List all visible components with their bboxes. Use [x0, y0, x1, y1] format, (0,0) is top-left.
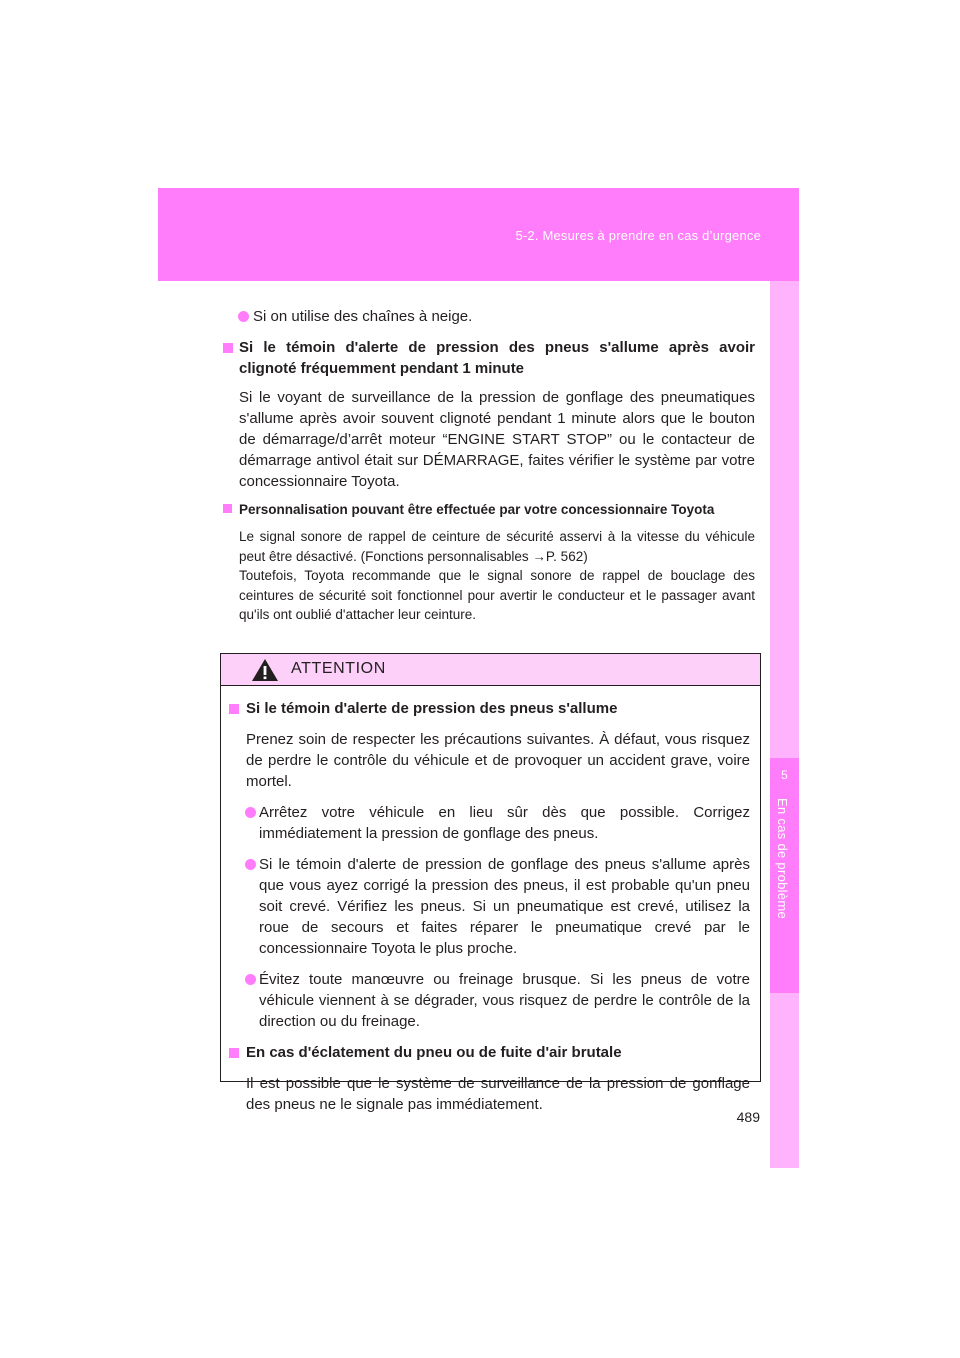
heading-text: Personnalisation pouvant être effectuée par votre concessionnaire Toyota — [239, 502, 715, 517]
bullet-text: Arrêtez votre véhicule en lieu sûr dès que possible. Corrigez immédiatement la pression de gonflage des pneus. — [259, 804, 750, 842]
bullet-text: Si on utilise des chaînes à neige. — [253, 308, 473, 325]
heading-blink-warning — [221, 337, 755, 379]
heading-customization — [221, 500, 755, 519]
paragraph-blink-warning: Si le voyant de surveillance de la pression de gonflage des pneumatiques s'allume après avoir souvent clignoté pendant 1 minute alors que le bouton de démarrage/d’arrêt moteur “ENGINE START STOP” ou le contacteur de démarrage antivol était sur DÉMARRAGE, faites vérifier le système par votre concessionnaire Toyota. — [239, 389, 755, 490]
square-bullet-icon — [229, 704, 239, 714]
warning-triangle-icon — [251, 658, 279, 682]
chapter-label: En cas de problème — [775, 798, 790, 920]
attention-paragraph-2: Il est possible que le système de surveillance de la pression de gonflage des pneus ne le signale pas immédiatement. — [246, 1075, 750, 1113]
bullet-text: Si le témoin d'alerte de pression de gonflage des pneus s'allume après que vous ayez corrigé la pression des pneus, il est probable qu'un pneu soit crevé. Vérifiez les pneus. Si un pneumatique est crevé, utilisez la roue de secours et faites réparer le pneumatique crevé par le concessionnaire Toyota le plus proche. — [259, 856, 750, 957]
attention-bullet — [227, 854, 750, 959]
bullet-dot-icon — [245, 859, 256, 870]
square-bullet-icon — [223, 504, 232, 513]
bullet-snow-chains — [221, 306, 755, 327]
section-title: 5-2. Mesures à prendre en cas d’urgence — [515, 228, 761, 243]
bullet-dot-icon — [245, 807, 256, 818]
heading-text: En cas d'éclatement du pneu ou de fuite d'air brutale — [246, 1044, 622, 1061]
square-bullet-icon — [223, 343, 233, 353]
chapter-tab-active — [770, 758, 799, 993]
attention-paragraph-1: Prenez soin de respecter les précautions suivantes. À défaut, vous risquez de perdre le contrôle du véhicule et de provoquer un accident grave, voire mortel. — [246, 731, 750, 790]
attention-heading-2 — [227, 1042, 750, 1063]
paragraph-customization-2: Toutefois, Toyota recommande que le signal sonore de rappel de bouclage des ceintures de sécurité soit fonctionnel pour avertir le conducteur et le passager avant qu'ils ont oublié d'attacher leur ceinture. — [239, 568, 755, 622]
bullet-dot-icon — [245, 974, 256, 985]
attention-title: ATTENTION — [291, 660, 386, 677]
bullet-dot-icon — [238, 311, 249, 322]
page-number: 489 — [736, 1109, 760, 1125]
heading-text: Si le témoin d'alerte de pression des pneus s'allume après avoir clignoté fréquemment pendant 1 minute — [239, 339, 755, 377]
attention-heading-1 — [227, 698, 750, 719]
bullet-text: Évitez toute manœuvre ou freinage brusque. Si les pneus de votre véhicule viennent à se dégrader, vous risquez de perdre le contrôle de la direction ou du freinage. — [259, 971, 750, 1030]
square-bullet-icon — [229, 1048, 239, 1058]
main-content — [221, 306, 755, 625]
paragraph-customization-1: Le signal sonore de rappel de ceinture de sécurité asservi à la vitesse du véhicule peut être désactivé. (Fonctions personnalisables →P. 562) — [239, 529, 755, 564]
heading-text: Si le témoin d'alerte de pression des pneus s'allume — [246, 700, 618, 717]
attention-bullet — [227, 969, 750, 1032]
chapter-side-tab — [770, 281, 799, 1168]
attention-box — [220, 653, 761, 1113]
attention-bullet — [227, 802, 750, 844]
attention-body — [221, 686, 760, 1115]
section-header-band — [158, 188, 799, 281]
attention-header — [221, 654, 760, 686]
chapter-number: 5 — [781, 768, 788, 782]
